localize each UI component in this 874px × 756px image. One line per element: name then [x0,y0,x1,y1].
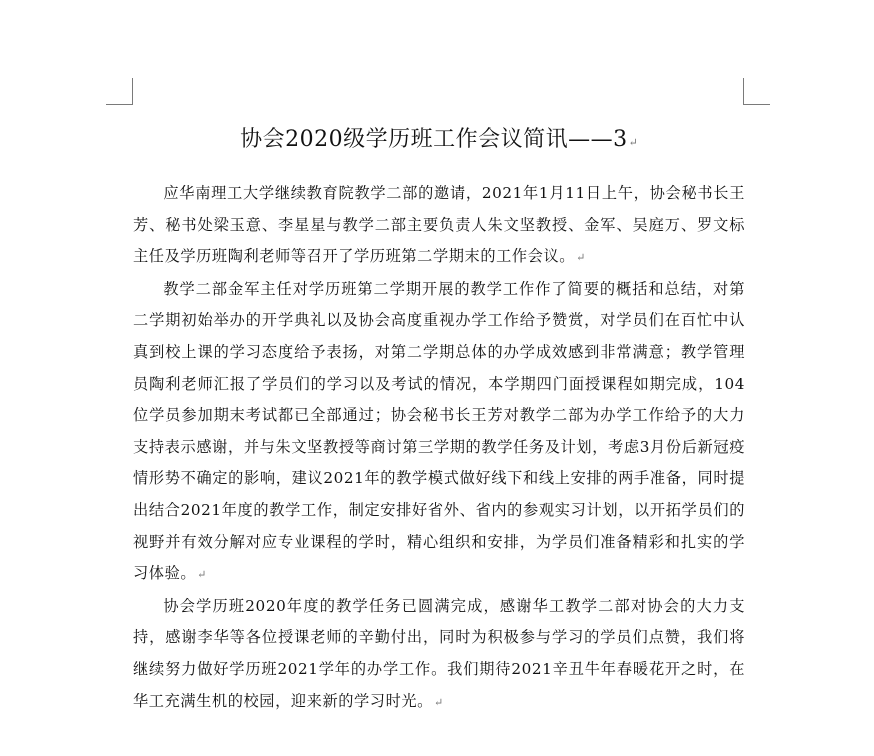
paragraph-mark: ↵ [433,695,444,709]
document-body[interactable] [133,118,745,718]
crop-mark-top-left [106,78,133,105]
paragraph-1 [133,178,745,274]
paragraph-3 [133,591,745,718]
crop-mark-top-right [743,78,770,105]
paragraph-2 [133,274,745,591]
paragraph-3-text: 协会学历班2020年度的教学任务已圆满完成，感谢华工教学二部对协会的大力支持，感谢李华等各位授课老师的辛勤付出，同时为积极参与学习的学员们点赞，我们将继续努力做好学历班2021学年的办学工作。我们期待2021辛丑牛年春暖花开之时，在华工充满生机的校园，迎来新的学习时光。 [133,596,745,710]
paragraph-1-text: 应华南理工大学继续教育院教学二部的邀请，2021年1月11日上午，协会秘书长王芳、秘书处梁玉意、李星星与教学二部主要负责人朱文坚教授、金军、吴庭万、罗文标主任及学历班陶利老师等召开了学历班第二学期末的工作会议。 [133,184,745,266]
document-title-text: 协会2020级学历班工作会议简讯——3 [240,127,628,152]
paragraph-mark: ↵ [576,251,586,265]
document-title [133,118,745,165]
paragraph-mark: ↵ [628,136,638,149]
paragraph-mark: ↵ [197,568,207,582]
paragraph-2-text: 教学二部金军主任对学历班第二学期开展的教学工作作了简要的概括和总结，对第二学期初始举办的开学典礼以及协会高度重视办学工作给予赞赏，对学员们在百忙中认真到校上课的学习态度给予表扬，对第二学期总体的办学成效感到非常满意；教学管理员陶利老师汇报了学员们的学习以及考试的情况，本学期四门面授课程如期完成，104位学员参加期末考试都已全部通过；协会秘书长王芳对教学二部为办学工作给予的大力支持表示感谢，并与朱文坚教授等商讨第三学期的教学任务及计划，考虑3月份后新冠疫情形势不确定的影响，建议2021年的教学模式做好线下和线上安排的两手准备，同时提出结合2021年度的教学工作，制定安排好省外、省内的参观实习计划，以开拓学员们的视野并有效分解对应专业课程的学时，精心组织和安排，为学员们准备精彩和扎实的学习体验。 [133,279,745,583]
